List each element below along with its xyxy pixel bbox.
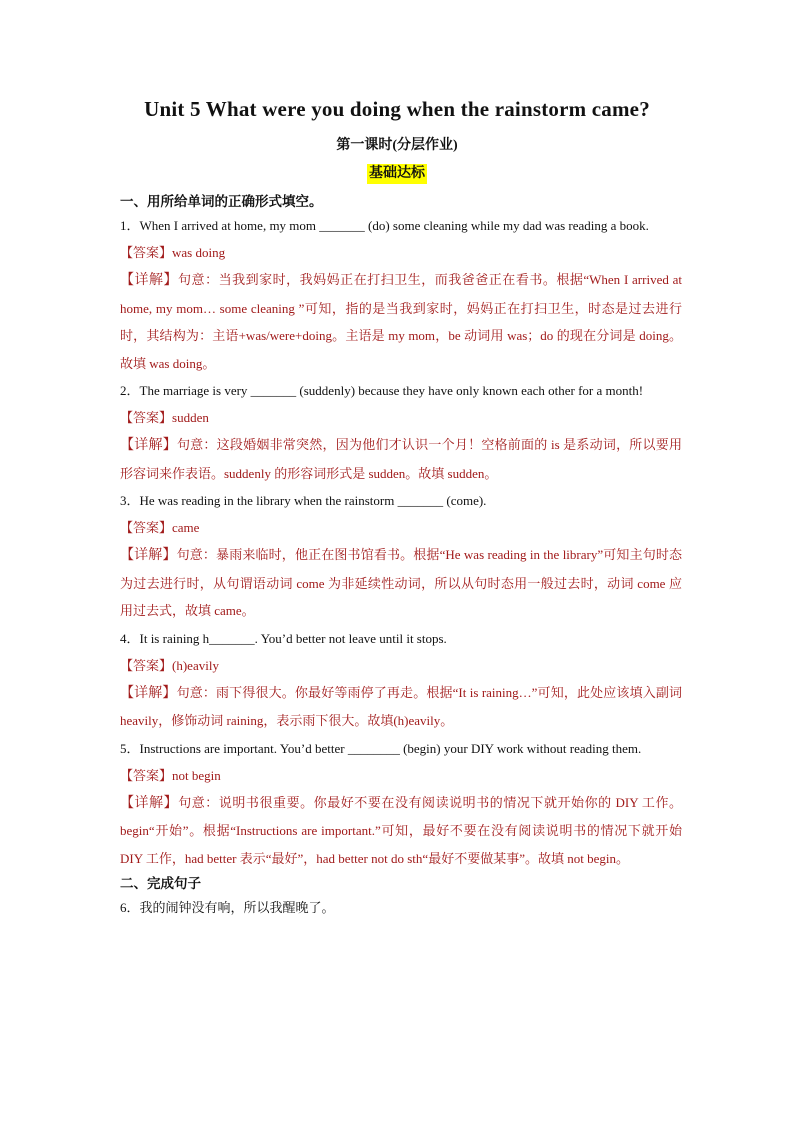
- detail-paragraph: [120, 266, 682, 377]
- detail-text: 句意：暴雨来临时，他正在图书馆看书。根据“He was reading in the library”可知主句时态为过去进行时，从句谓语动词 come 为非延续性动词，所以从句时态用一般过去时，动词 come 应用过去式，故填 came。: [120, 547, 683, 618]
- answer-line: [120, 404, 682, 431]
- detail-label: 【详解】: [120, 548, 177, 563]
- detail-paragraph: [120, 679, 682, 735]
- detail-label: 【详解】: [120, 795, 179, 811]
- section-heading: 一、用所给单词的正确形式填空。: [120, 194, 323, 209]
- answer-label: 【答案】: [120, 245, 173, 260]
- answer-label: 【答案】: [120, 410, 173, 425]
- answer-value: was doing: [172, 245, 226, 260]
- question-text: 6．我的闹钟没有响，所以我醒晚了。: [120, 900, 335, 915]
- question-text: 3．He was reading in the library when the rainstorm _______ (come).: [120, 493, 487, 508]
- answer-value: came: [172, 520, 200, 535]
- answer-label: 【答案】: [120, 657, 173, 673]
- detail-paragraph: [120, 541, 682, 625]
- question-text: 4．It is raining h_______. You’d better not leave until it stops.: [120, 630, 447, 646]
- detail-text: 句意：这段婚姻非常突然，因为他们才认识一个月！空格前面的 is 是系动词，所以要用形容词来作表语。suddenly 的形容词形式是 sudden。故填 sudden。: [120, 437, 683, 481]
- answer-line: [120, 762, 682, 789]
- detail-text: 句意：当我到家时，我妈妈正在打扫卫生，而我爸爸正在看书。根据“When I arrived at home, my mom… some cleaning ”可知，指的是当我到家时，妈妈正在打扫卫生，时态是过去进行时，其结构为：主语+was/were+doing。主语是 my mom，be 动词用 was；do 的现在分词是 doing。故填 was doing。: [120, 272, 682, 371]
- level-tag: 基础达标: [367, 164, 427, 184]
- answer-value: sudden: [172, 410, 209, 425]
- answer-line: [120, 239, 682, 266]
- question-text: 1．When I arrived at home, my mom _______ (do) some cleaning while my dad was reading a book.: [120, 218, 649, 233]
- detail-label: 【详解】: [120, 273, 179, 288]
- answer-value: (h)eavily: [172, 657, 219, 673]
- level-tag-wrapper: [0, 164, 794, 184]
- answer-label: 【答案】: [120, 767, 173, 783]
- question-text: 2．The marriage is very _______ (suddenly) because they have only known each other for a month!: [120, 383, 644, 398]
- detail-label: 【详解】: [120, 438, 177, 453]
- detail-paragraph: [120, 431, 682, 487]
- page-subtitle: 第一课时(分层作业): [336, 138, 458, 153]
- exercise-content: [120, 192, 682, 921]
- answer-value: not begin: [172, 767, 221, 783]
- question-text: 5．Instructions are important. You’d better ________ (begin) your DIY work without reading them.: [120, 740, 642, 756]
- answer-line: [120, 652, 682, 679]
- detail-label: 【详解】: [120, 685, 177, 701]
- answer-line: [120, 514, 682, 541]
- answer-label: 【答案】: [120, 520, 173, 535]
- page-title: Unit 5 What were you doing when the rainstorm came?: [144, 97, 650, 121]
- detail-text: 句意：雨下得很大。你最好等雨停了再走。根据“It is raining…”可知，此处应该填入副词 heavily，修饰动词 raining，表示雨下很大。故填(h)eavily。: [120, 684, 683, 728]
- section-heading: 二、完成句子: [120, 876, 201, 891]
- detail-text: 句意：说明书很重要。你最好不要在没有阅读说明书的情况下就开始你的 DIY 工作。begin“开始”。根据“Instructions are important.”可知，最好不要在没有阅读说明书的情况下就开始 DIY 工作，had better 表示“最好”，had better not do sth“最好不要做某事”。故填 not begin。: [120, 794, 682, 866]
- detail-paragraph: [120, 789, 682, 873]
